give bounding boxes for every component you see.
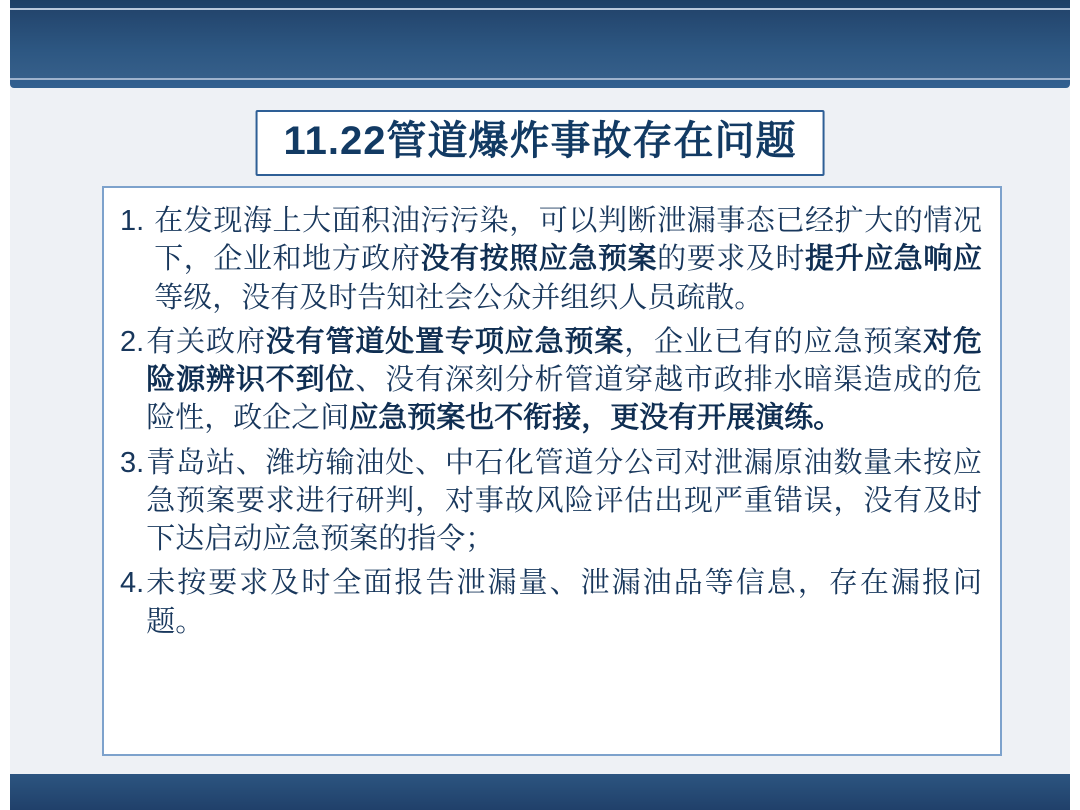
top-decorative-band [10, 0, 1070, 88]
list-item-number: 4. [120, 567, 145, 600]
list-item-number: 3. [120, 446, 145, 479]
list-item [120, 444, 982, 559]
list-item [120, 202, 982, 317]
list-item [120, 564, 982, 641]
list-item-text: 在发现海上大面积油污污染，可以判断泄漏事态已经扩大的情况下，企业和地方政府没有按照应急预案的要求及时提升应急响应等级，没有及时告知社会公众并组织人员疏散。 [154, 205, 982, 314]
list-item-text: 未按要求及时全面报告泄漏量、泄漏油品等信息，存在漏报问题。 [146, 567, 982, 638]
list-item-text: 有关政府没有管道处置专项应急预案，企业已有的应急预案对危险源辨识不到位、没有深刻分析管道穿越市政排水暗渠造成的危险性，政企之间应急预案也不衔接，更没有开展演练。 [146, 325, 982, 435]
page-title: 11.22管道爆炸事故存在问题 [283, 119, 797, 163]
list-item-number: 1. [120, 205, 145, 237]
slide-body [10, 88, 1070, 774]
list-item-text: 青岛站、潍坊输油处、中石化管道分公司对泄漏原油数量未按应急预案要求进行研判，对事故风险评估出现严重错误，没有及时下达启动应急预案的指令； [146, 446, 982, 556]
content-box [102, 186, 1002, 756]
top-band-inner [10, 8, 1070, 80]
title-box [256, 110, 825, 176]
list-item [120, 323, 982, 438]
list-item-number: 2. [120, 325, 145, 358]
bottom-decorative-band [10, 774, 1070, 810]
